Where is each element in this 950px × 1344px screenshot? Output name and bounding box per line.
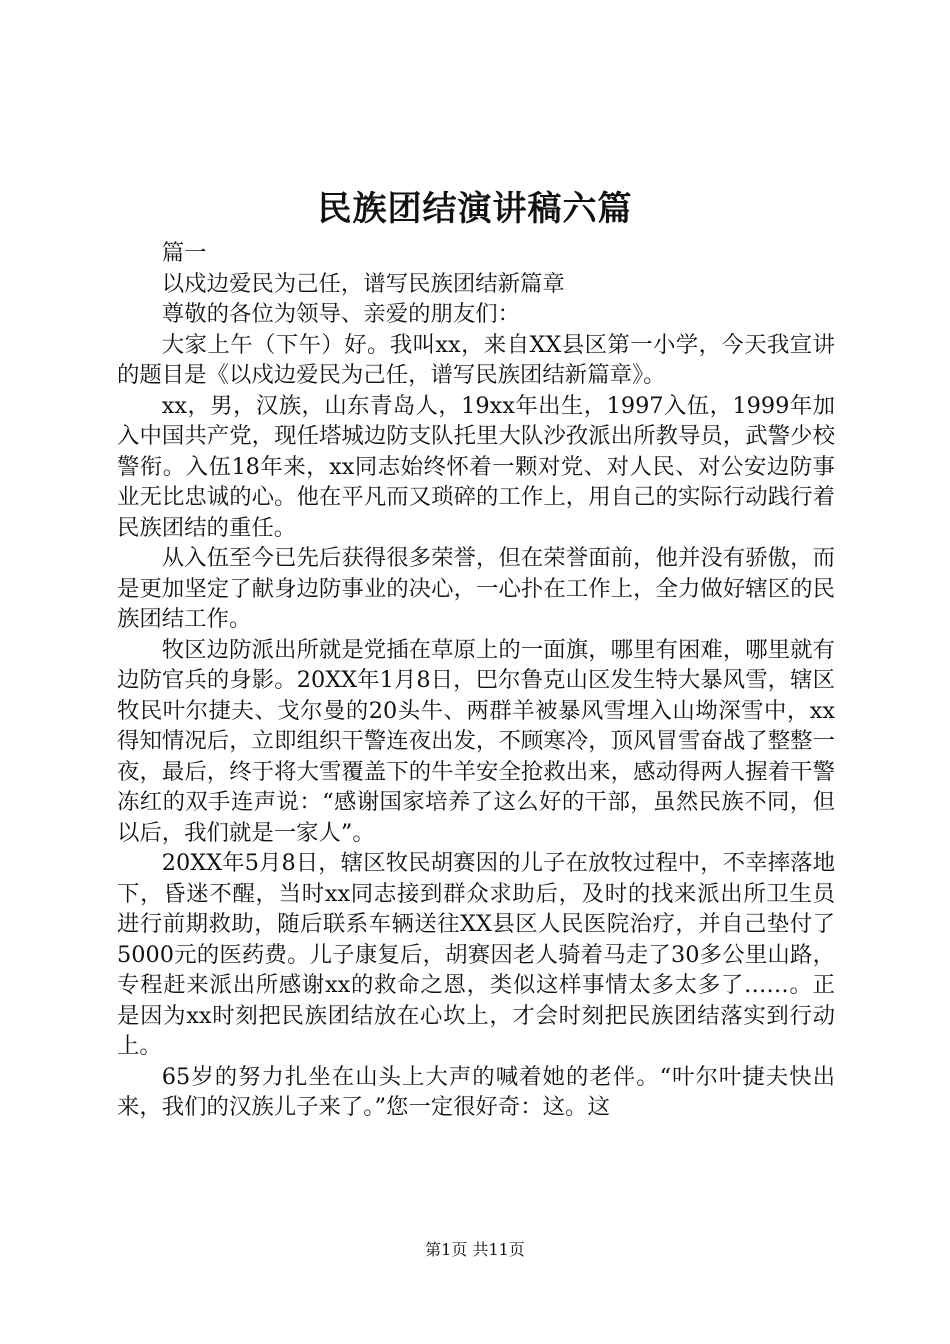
paragraph: 65岁的努力扎坐在山头上大声的喊着她的老伴。“叶尔叶捷夫快出来，我们的汉族儿子来了。”您一定很好奇：这。这 xyxy=(117,1063,835,1120)
paragraph-subtitle: 以戍边爱民为己任，谱写民族团结新篇章 xyxy=(161,270,565,297)
paragraph: xx，男，汉族，山东青岛人，19xx年出生，1997入伍，1999年加入中国共产党，现任塔城边防支队托里大队沙孜派出所教导员，武警少校警衔。入伍18年来，xx同志始终怀着一颗对党、对人民、对公安边防事业无比忠诚的心。他在平凡而又琐碎的工作上，用自己的实际行动践行着民族团结的重任。 xyxy=(117,392,835,541)
paragraph: 牧区边防派出所就是党插在草原上的一面旗，哪里有困难，哪里就有边防官兵的身影。20XX年1月8日，巴尔鲁克山区发生特大暴风雪，辖区牧民叶尔捷夫、戈尔曼的20头牛、两群羊被暴风雪埋入山坳深雪中，xx得知情况后，立即组织干警连夜出发，不顾寒冷，顶风冒雪奋战了整整一夜，最后，终于将大雪覆盖下的牛羊安全抢救出来，感动得两人握着干警冻红的双手连声说：“感谢国家培养了这么好的干部，虽然民族不同，但以后，我们就是一家人”。 xyxy=(117,636,835,846)
paragraph-salutation: 尊敬的各位为领导、亲爱的朋友们： xyxy=(161,301,521,327)
paragraph: 大家上午（下午）好。我叫xx，来自XX县区第一小学，今天我宣讲的题目是《以戍边爱民为己任，谱写民族团结新篇章》。 xyxy=(117,331,835,388)
document-title: 民族团结演讲稿六篇 xyxy=(317,189,633,229)
document-body xyxy=(117,238,835,1123)
page-footer: 第1页 共11页 xyxy=(425,1240,525,1259)
paragraph: 从入伍至今已先后获得很多荣誉，但在荣誉面前，他并没有骄傲，而是更加坚定了献身边防事业的决心，一心扑在工作上，全力做好辖区的民族团结工作。 xyxy=(117,545,835,632)
paragraph-section-label: 篇一 xyxy=(161,240,207,266)
paragraph: 20XX年5月8日，辖区牧民胡赛因的儿子在放牧过程中，不幸摔落地下，昏迷不醒，当时xx同志接到群众求助后，及时的找来派出所卫生员进行前期救助，随后联系车辆送往XX县区人民医院治疗，并自己垫付了5000元的医药费。儿子康复后，胡赛因老人骑着马走了30多公里山路，专程赶来派出所感谢xx的救命之恩，类似这样事情太多太多了……。正是因为xx时刻把民族团结放在心坎上，才会时刻把民族团结落实到行动上。 xyxy=(117,850,835,1059)
